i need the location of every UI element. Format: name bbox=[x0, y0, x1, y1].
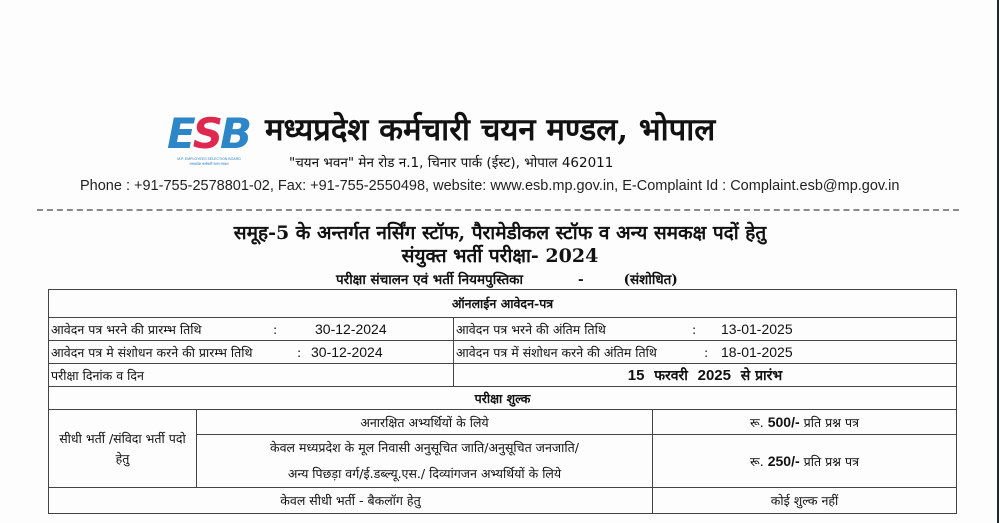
booklet-label: परीक्षा संचालन एवं भर्ती नियमपुस्तिका bbox=[336, 272, 524, 288]
logo-letters bbox=[167, 109, 249, 158]
fee-amount: 250/- bbox=[767, 452, 800, 469]
fee-description-line2: अन्य पिछड़ा वर्ग/ई.डब्ल्यू.एस./ दिव्यांगजन अभ्यर्थियों के लिये bbox=[287, 466, 562, 481]
fee-unit: प्रति प्रश्न पत्र bbox=[803, 414, 859, 430]
fee-unit: प्रति प्रश्न पत्र bbox=[803, 453, 859, 469]
fee-amount-cell bbox=[653, 435, 957, 488]
date-colon: : bbox=[273, 321, 278, 337]
date-value: 30-12-2024 bbox=[315, 320, 387, 337]
org-address: "चयन भवन" मेन रोड न.1, चिनार पार्क (ईस्ट), भोपाल 462011 bbox=[289, 155, 614, 171]
date-colon: : bbox=[297, 344, 302, 360]
date-label: आवेदन पत्र भरने की अंतिम तिथि bbox=[456, 321, 606, 337]
logo-subtitle-en: M.P. EMPLOYEES SELECTION BOARD bbox=[177, 157, 241, 161]
date-row bbox=[49, 318, 957, 341]
exam-info-table bbox=[48, 289, 957, 514]
fee-currency: रू. bbox=[750, 453, 764, 469]
application-end-date-cell bbox=[454, 318, 957, 341]
date-row bbox=[49, 341, 957, 364]
logo-subtitle-hi: मध्यप्रदेश कर्मचारी चयन मण्डल bbox=[189, 161, 229, 166]
booklet-status: (संशोधित) bbox=[623, 272, 678, 288]
exam-date-label: परीक्षा दिनांक व दिन bbox=[49, 364, 454, 387]
date-value: 18-01-2025 bbox=[721, 343, 793, 360]
date-value: 30-12-2024 bbox=[311, 343, 383, 360]
exam-month: फरवरी bbox=[654, 367, 688, 384]
exam-year: 2025 bbox=[697, 366, 731, 384]
fee-row bbox=[49, 410, 957, 435]
backlog-fee: कोई शुल्क नहीं bbox=[653, 488, 957, 514]
org-title: मध्यप्रदेश कर्मचारी चयन मण्डल, भोपाल bbox=[265, 112, 716, 148]
fee-amount-cell bbox=[653, 410, 957, 435]
contact-info: Phone : +91-755-2578801-02, Fax: +91-755-2550498, website: www.esb.mp.gov.in, E-Complaint Id : Complaint.esb@mp.gov.in bbox=[80, 178, 900, 194]
date-label: आवेदन पत्र भरने की प्रारम्भ तिथि bbox=[51, 321, 202, 337]
logo-letter-s: S bbox=[192, 109, 220, 158]
date-label: आवेदन पत्र में संशोधन करने की अंतिम तिथि bbox=[456, 344, 657, 360]
correction-start-date-cell bbox=[49, 341, 454, 364]
fee-amount: 500/- bbox=[767, 413, 800, 430]
exam-date-suffix: से प्रारंभ bbox=[740, 367, 783, 384]
fee-currency: रू. bbox=[750, 414, 764, 430]
date-colon: : bbox=[704, 344, 709, 360]
online-application-heading: ऑनलाईन आवेदन-पत्र bbox=[49, 290, 957, 318]
booklet-heading bbox=[336, 270, 678, 288]
exam-fee-heading-row bbox=[49, 387, 957, 410]
notice-title: समूह-5 के अन्तर्गत नर्सिंग स्टॉफ, पैरामेडीकल स्टॉफ व अन्य समकक्ष पदों हेतु bbox=[233, 222, 767, 244]
booklet-dash: - bbox=[578, 272, 584, 288]
fee-category-label: सीधी भर्ती /संविदा भर्ती पदो हेतु bbox=[49, 410, 197, 488]
exam-date-row bbox=[49, 364, 957, 387]
fee-description: अनारक्षित अभ्यर्थियों के लिये bbox=[197, 410, 653, 435]
notice-subtitle: संयुक्त भर्ती परीक्षा- 2024 bbox=[401, 245, 599, 267]
date-label: आवेदन पत्र मे संशोधन करने की प्रारम्भ तिथि bbox=[51, 344, 253, 360]
fee-description-line1: केवल मध्यप्रदेश के मूल निवासी अनुसूचित जाति/अनुसूचित जनजाति/ bbox=[270, 440, 579, 455]
date-colon: : bbox=[692, 321, 697, 337]
correction-end-date-cell bbox=[454, 341, 957, 364]
backlog-description: केवल सीधी भर्ती - बैकलॉग हेतु bbox=[49, 488, 653, 514]
logo-letter-e: E bbox=[167, 109, 193, 158]
exam-date-value bbox=[454, 364, 957, 387]
fee-description bbox=[197, 435, 653, 488]
application-start-date-cell bbox=[49, 318, 454, 341]
dashed-divider bbox=[37, 209, 959, 211]
exam-fee-heading: परीक्षा शुल्क bbox=[49, 387, 957, 410]
exam-day: 15 bbox=[627, 366, 645, 384]
backlog-fee-row bbox=[49, 488, 957, 514]
logo-letter-b: B bbox=[219, 109, 249, 158]
online-application-heading-row bbox=[49, 290, 957, 318]
date-value: 13-01-2025 bbox=[721, 320, 793, 337]
